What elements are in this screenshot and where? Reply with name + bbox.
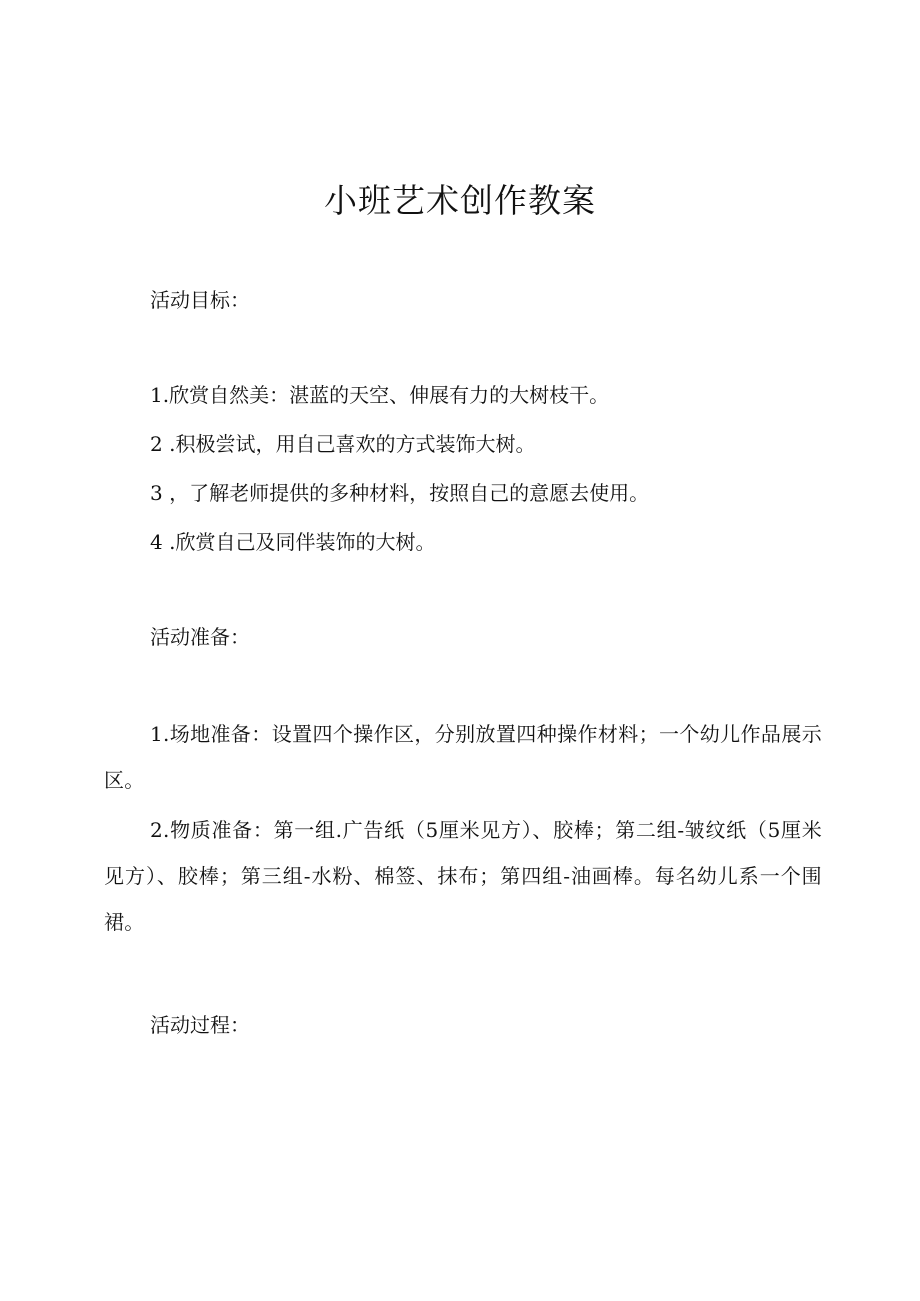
goal-item-4: 4 .欣赏自己及同伴装饰的大树。: [150, 530, 436, 554]
section-heading-goals: 活动目标：: [150, 288, 250, 312]
preparation-paragraph-1: 1.场地准备：设置四个操作区，分别放置四种操作材料；一个幼儿作品展示区。: [104, 722, 822, 792]
goal-item-1: 1.欣赏自然美：湛蓝的天空、伸展有力的大树枝干。: [150, 383, 610, 407]
goal-item-3: 3 ，了解老师提供的多种材料，按照自己的意愿去使用。: [150, 481, 650, 505]
goal-item-2: 2 .积极尝试，用自己喜欢的方式装饰大树。: [150, 432, 536, 456]
section-heading-preparation: 活动准备：: [150, 625, 250, 649]
preparation-paragraph-2: 2.物质准备：第一组.广告纸（5厘米见方）、胶棒；第二组-皱纹纸（5厘米见方）、胶棒；第三组-水粉、棉签、抹布；第四组-油画棒。每名幼儿系一个围裙。: [104, 818, 822, 934]
page-title: 小班艺术创作教案: [324, 181, 596, 220]
section-heading-process: 活动过程：: [150, 1013, 250, 1037]
